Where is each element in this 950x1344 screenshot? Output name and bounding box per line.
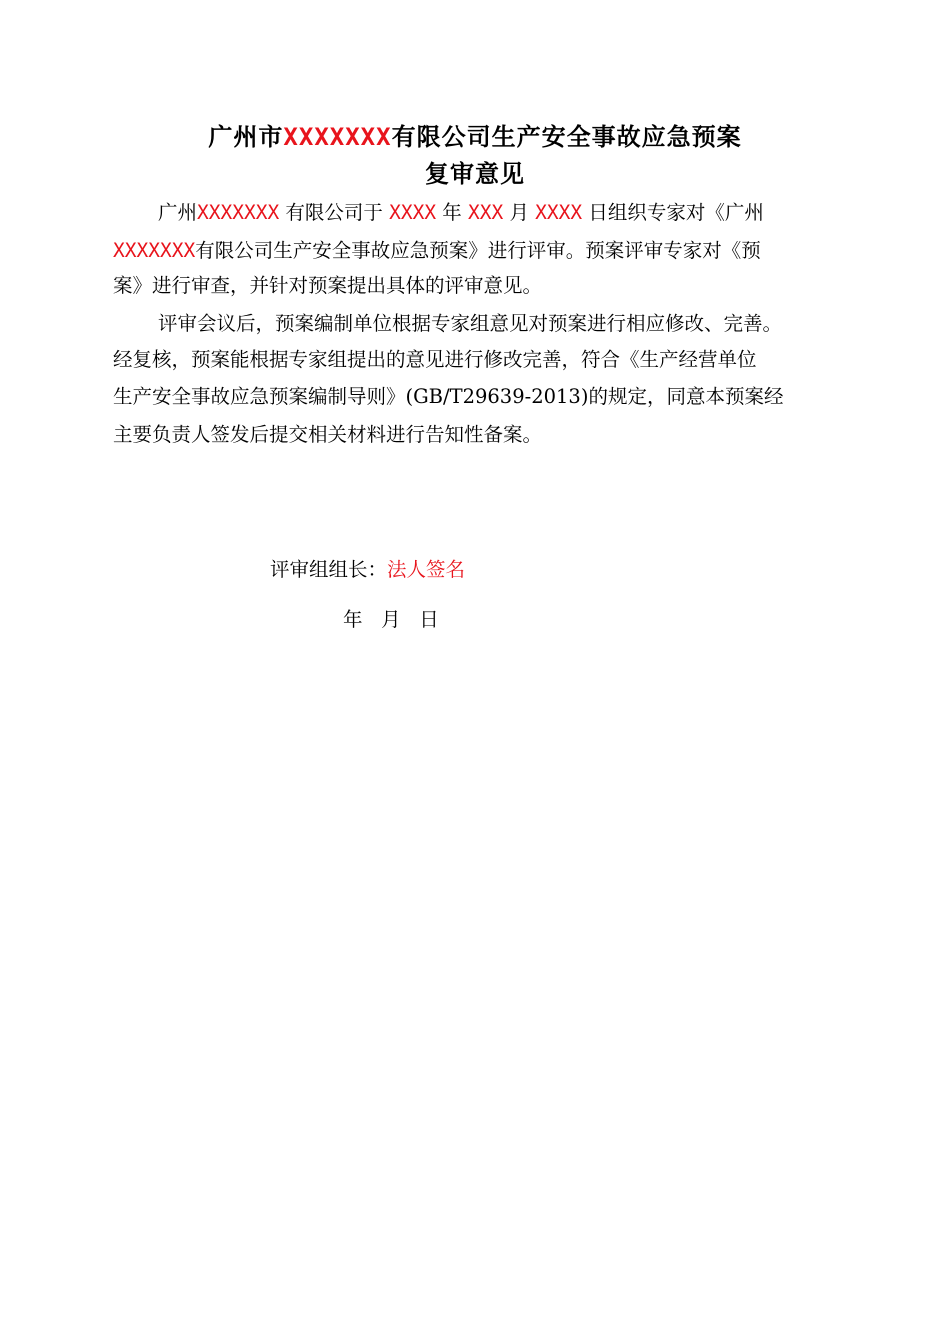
paragraph-2-line-3: 生产安全事故应急预案编制导则》(GB/T29639-2013)的规定，同意本预案经 (113, 385, 784, 408)
date-line: 年 月 日 (343, 608, 439, 631)
text-fragment: 年 (442, 201, 462, 224)
document-title-line-1 (0, 121, 950, 153)
text-fragment: 日组织专家对《广州 (588, 201, 764, 224)
day-placeholder: XXXX (535, 201, 583, 224)
signature-label: 评审组组长： (270, 558, 388, 581)
year-placeholder: XXXX (389, 201, 437, 224)
title-company-placeholder: XXXXXXX (283, 123, 392, 151)
text-fragment: 有限公司生产安全事故应急预案》进行评审。预案评审专家对《预 (195, 239, 761, 262)
signature-value: 法人签名 (387, 558, 466, 581)
signature-line (270, 555, 465, 585)
paragraph-2-line-4: 主要负责人签发后提交相关材料进行告知性备案。 (113, 423, 543, 446)
document-title-line-2: 复审意见 (425, 159, 525, 188)
paragraph-1-line-2 (113, 236, 761, 266)
paragraph-2-line-2: 经复核，预案能根据专家组提出的意见进行修改完善，符合《生产经营单位 (113, 348, 757, 371)
paragraph-1-line-3: 案》进行审查，并针对预案提出具体的评审意见。 (113, 274, 543, 297)
text-fragment: 广州 (158, 201, 198, 224)
title-prefix: 广州市 (208, 122, 284, 151)
title-suffix: 有限公司生产安全事故应急预案 (391, 122, 742, 151)
month-placeholder: XXX (468, 201, 504, 224)
text-fragment: 月 (509, 201, 529, 224)
paragraph-1-line-1 (158, 198, 764, 228)
paragraph-2-line-1: 评审会议后，预案编制单位根据专家组意见对预案进行相应修改、完善。 (158, 312, 783, 335)
company-placeholder: XXXXXXX (113, 239, 196, 262)
company-placeholder: XXXXXXX (197, 201, 280, 224)
text-fragment: 有限公司于 (285, 201, 383, 224)
